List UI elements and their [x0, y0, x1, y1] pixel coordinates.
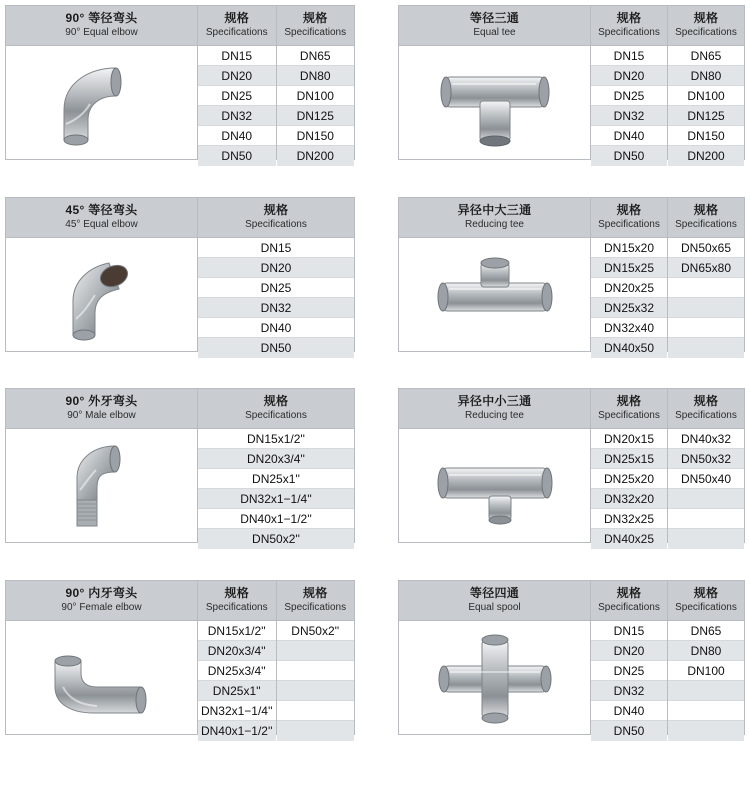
spec-header-cn: 规格 — [693, 394, 719, 408]
spec-column-2 — [667, 389, 744, 542]
spec-cell: DN32x40 — [591, 318, 667, 338]
product-title-en: 90° Female elbow — [61, 602, 142, 613]
spec-header-en: Specifications — [284, 602, 347, 613]
spec-cell: DN15x1/2'' — [198, 429, 354, 449]
spec-tables — [198, 198, 354, 355]
spec-header-cn: 规格 — [302, 11, 328, 25]
product-title — [399, 581, 590, 621]
spec-cell: DN15x25 — [591, 258, 667, 278]
product-block-female-elbow-90 — [5, 580, 355, 738]
spec-cell: DN100 — [668, 86, 744, 106]
spec-header-en: Specifications — [205, 602, 268, 613]
spec-column-2 — [667, 198, 744, 351]
spec-column-1 — [198, 6, 276, 163]
spec-column-1 — [591, 198, 667, 355]
spec-cell: DN40x50 — [591, 338, 667, 358]
spec-cell: DN40x32 — [668, 429, 744, 449]
spec-header-en: Specifications — [675, 602, 737, 613]
product-block-reducing-tee-small — [398, 388, 745, 546]
male-elbow-icon — [6, 429, 197, 542]
cross-icon — [399, 621, 590, 734]
spec-header-en: Specifications — [284, 27, 347, 38]
spec-header — [198, 581, 276, 621]
spec-header-cn: 规格 — [224, 11, 250, 25]
spec-cell: DN125 — [668, 106, 744, 126]
product-title — [6, 198, 197, 238]
spec-header-cn: 规格 — [693, 11, 719, 25]
spec-cell — [277, 721, 355, 741]
spec-cell — [277, 681, 355, 701]
spec-header — [591, 198, 667, 238]
spec-header — [277, 581, 355, 621]
spec-cell: DN20x3/4'' — [198, 641, 276, 661]
spec-header — [668, 198, 744, 238]
spec-header-en: Specifications — [598, 410, 660, 421]
spec-cell: DN32 — [198, 298, 354, 318]
product-title-en: 90° Equal elbow — [65, 27, 138, 38]
spec-header-cn: 规格 — [693, 203, 719, 217]
spec-header — [591, 581, 667, 621]
spec-column-1 — [591, 389, 667, 546]
spec-cell: DN65x80 — [668, 258, 744, 278]
spec-cell — [277, 641, 355, 661]
reducing-tee-icon — [399, 238, 590, 351]
product-title-en: Equal spool — [468, 602, 521, 613]
spec-header-cn: 规格 — [616, 11, 642, 25]
spec-header — [591, 389, 667, 429]
product-title — [399, 198, 590, 238]
spec-cell — [668, 278, 744, 298]
product-title-cn: 等径四通 — [469, 586, 520, 600]
spec-cell: DN20x3/4'' — [198, 449, 354, 469]
reducing-tee-small-icon — [399, 429, 590, 542]
product-image-column — [399, 581, 591, 734]
product-block-equal-tee — [398, 5, 745, 163]
spec-tables — [591, 198, 744, 355]
product-title-cn: 异径中大三通 — [457, 203, 532, 217]
spec-header — [198, 198, 354, 238]
spec-cell: DN100 — [277, 86, 355, 106]
spec-cell: DN20 — [198, 258, 354, 278]
spec-cell: DN40x1−1/2'' — [198, 721, 276, 741]
product-title-cn: 90° 等径弯头 — [65, 11, 138, 25]
spec-cell: DN25 — [198, 278, 354, 298]
spec-cell — [668, 529, 744, 549]
spec-header-cn: 规格 — [263, 394, 289, 408]
spec-cell: DN15x1/2'' — [198, 621, 276, 641]
spec-column-2 — [667, 6, 744, 163]
spec-cell: DN25x15 — [591, 449, 667, 469]
spec-column-2 — [667, 581, 744, 734]
spec-cell: DN40 — [198, 318, 354, 338]
spec-column-1 — [198, 389, 354, 546]
spec-cell — [668, 298, 744, 318]
spec-header-cn: 规格 — [616, 394, 642, 408]
product-title-cn: 异径中小三通 — [457, 394, 532, 408]
spec-column-1 — [591, 581, 667, 738]
spec-column-1 — [591, 6, 667, 163]
spec-cell: DN50x40 — [668, 469, 744, 489]
spec-header-en: Specifications — [245, 410, 307, 421]
spec-cell: DN32x1−1/4'' — [198, 489, 354, 509]
product-title — [6, 389, 197, 429]
spec-cell: DN15 — [591, 46, 667, 66]
spec-cell: DN25x32 — [591, 298, 667, 318]
spec-header-cn: 规格 — [693, 586, 719, 600]
spec-cell: DN150 — [668, 126, 744, 146]
female-elbow-icon — [6, 621, 197, 734]
product-block-equal-elbow-90 — [5, 5, 355, 163]
spec-cell: DN50x2'' — [198, 529, 354, 549]
spec-cell: DN50x32 — [668, 449, 744, 469]
product-title-en: 45° Equal elbow — [65, 219, 138, 230]
product-image-column — [6, 198, 198, 351]
spec-cell: DN200 — [277, 146, 355, 166]
product-block-equal-elbow-45 — [5, 197, 355, 355]
spec-cell — [668, 701, 744, 721]
spec-cell: DN25x1'' — [198, 469, 354, 489]
spec-cell: DN25 — [591, 86, 667, 106]
spec-column-2 — [276, 581, 355, 734]
product-title-cn: 90° 内牙弯头 — [65, 586, 138, 600]
spec-cell — [668, 489, 744, 509]
spec-cell: DN25 — [591, 661, 667, 681]
spec-cell: DN50x65 — [668, 238, 744, 258]
spec-header — [668, 389, 744, 429]
elbow-90-icon — [6, 46, 197, 159]
spec-cell: DN20 — [591, 66, 667, 86]
product-title-en: Reducing tee — [465, 219, 524, 230]
spec-cell: DN40x1−1/2'' — [198, 509, 354, 529]
product-image-column — [399, 389, 591, 542]
product-title-cn: 90° 外牙弯头 — [65, 394, 138, 408]
spec-cell: DN20x15 — [591, 429, 667, 449]
spec-cell — [277, 701, 355, 721]
spec-header-cn: 规格 — [302, 586, 328, 600]
product-image-column — [6, 389, 198, 542]
spec-cell: DN150 — [277, 126, 355, 146]
spec-cell: DN20x25 — [591, 278, 667, 298]
spec-header-en: Specifications — [205, 27, 268, 38]
spec-cell: DN40x25 — [591, 529, 667, 549]
spec-header — [668, 6, 744, 46]
spec-column-1 — [198, 198, 354, 355]
spec-cell: DN25x20 — [591, 469, 667, 489]
product-title-en: Equal tee — [473, 27, 516, 38]
spec-cell: DN15 — [591, 621, 667, 641]
product-title — [6, 6, 197, 46]
spec-cell: DN32 — [591, 106, 667, 126]
spec-cell: DN80 — [277, 66, 355, 86]
spec-header — [591, 6, 667, 46]
spec-column-2 — [276, 6, 355, 163]
product-image-column — [399, 6, 591, 159]
spec-header-en: Specifications — [598, 27, 660, 38]
spec-header-cn: 规格 — [616, 586, 642, 600]
spec-cell: DN32 — [198, 106, 276, 126]
spec-tables — [591, 6, 744, 163]
spec-cell: DN40 — [591, 126, 667, 146]
spec-header — [277, 6, 355, 46]
spec-cell: DN15 — [198, 238, 354, 258]
tee-icon — [399, 46, 590, 159]
spec-header-cn: 规格 — [616, 203, 642, 217]
spec-cell: DN15x20 — [591, 238, 667, 258]
product-title-en: Reducing tee — [465, 410, 524, 421]
spec-cell: DN32x20 — [591, 489, 667, 509]
elbow-45-icon — [6, 238, 197, 351]
spec-cell: DN50 — [591, 146, 667, 166]
product-block-equal-spool — [398, 580, 745, 738]
spec-tables — [198, 389, 354, 546]
spec-cell — [668, 681, 744, 701]
spec-cell — [668, 509, 744, 529]
product-block-male-elbow-90 — [5, 388, 355, 546]
spec-header — [198, 6, 276, 46]
spec-cell: DN32 — [591, 681, 667, 701]
spec-cell: DN100 — [668, 661, 744, 681]
product-image-column — [6, 6, 198, 159]
spec-cell: DN65 — [277, 46, 355, 66]
product-title — [399, 389, 590, 429]
spec-tables — [198, 6, 354, 163]
spec-cell: DN65 — [668, 46, 744, 66]
spec-cell: DN32x1−1/4'' — [198, 701, 276, 721]
spec-cell — [668, 721, 744, 741]
spec-cell: DN25x1'' — [198, 681, 276, 701]
spec-header-en: Specifications — [245, 219, 307, 230]
spec-header-en: Specifications — [675, 219, 737, 230]
spec-cell — [668, 318, 744, 338]
product-title — [399, 6, 590, 46]
spec-cell: DN65 — [668, 621, 744, 641]
spec-column-1 — [198, 581, 276, 738]
spec-header-en: Specifications — [675, 27, 737, 38]
spec-header — [198, 389, 354, 429]
spec-header-en: Specifications — [598, 602, 660, 613]
spec-cell: DN40 — [591, 701, 667, 721]
product-title-cn: 45° 等径弯头 — [65, 203, 138, 217]
spec-header-en: Specifications — [598, 219, 660, 230]
spec-cell — [277, 661, 355, 681]
spec-cell: DN15 — [198, 46, 276, 66]
spec-cell: DN50 — [198, 338, 354, 358]
spec-cell: DN50 — [591, 721, 667, 741]
product-title-cn: 等径三通 — [469, 11, 520, 25]
spec-tables — [198, 581, 354, 738]
product-title-en: 90° Male elbow — [67, 410, 136, 421]
spec-header-cn: 规格 — [263, 203, 289, 217]
spec-header — [668, 581, 744, 621]
spec-tables — [591, 581, 744, 738]
spec-header-cn: 规格 — [224, 586, 250, 600]
spec-cell: DN25 — [198, 86, 276, 106]
spec-cell: DN80 — [668, 641, 744, 661]
spec-cell: DN32x25 — [591, 509, 667, 529]
spec-cell: DN40 — [198, 126, 276, 146]
spec-cell: DN50 — [198, 146, 276, 166]
spec-header-en: Specifications — [675, 410, 737, 421]
spec-cell: DN25x3/4'' — [198, 661, 276, 681]
spec-cell — [668, 338, 744, 358]
spec-cell: DN20 — [591, 641, 667, 661]
product-block-reducing-tee-big — [398, 197, 745, 355]
product-image-column — [6, 581, 198, 734]
spec-cell: DN200 — [668, 146, 744, 166]
spec-cell: DN125 — [277, 106, 355, 126]
spec-cell: DN50x2'' — [277, 621, 355, 641]
product-title — [6, 581, 197, 621]
spec-cell: DN20 — [198, 66, 276, 86]
spec-cell: DN80 — [668, 66, 744, 86]
spec-tables — [591, 389, 744, 546]
product-image-column — [399, 198, 591, 351]
